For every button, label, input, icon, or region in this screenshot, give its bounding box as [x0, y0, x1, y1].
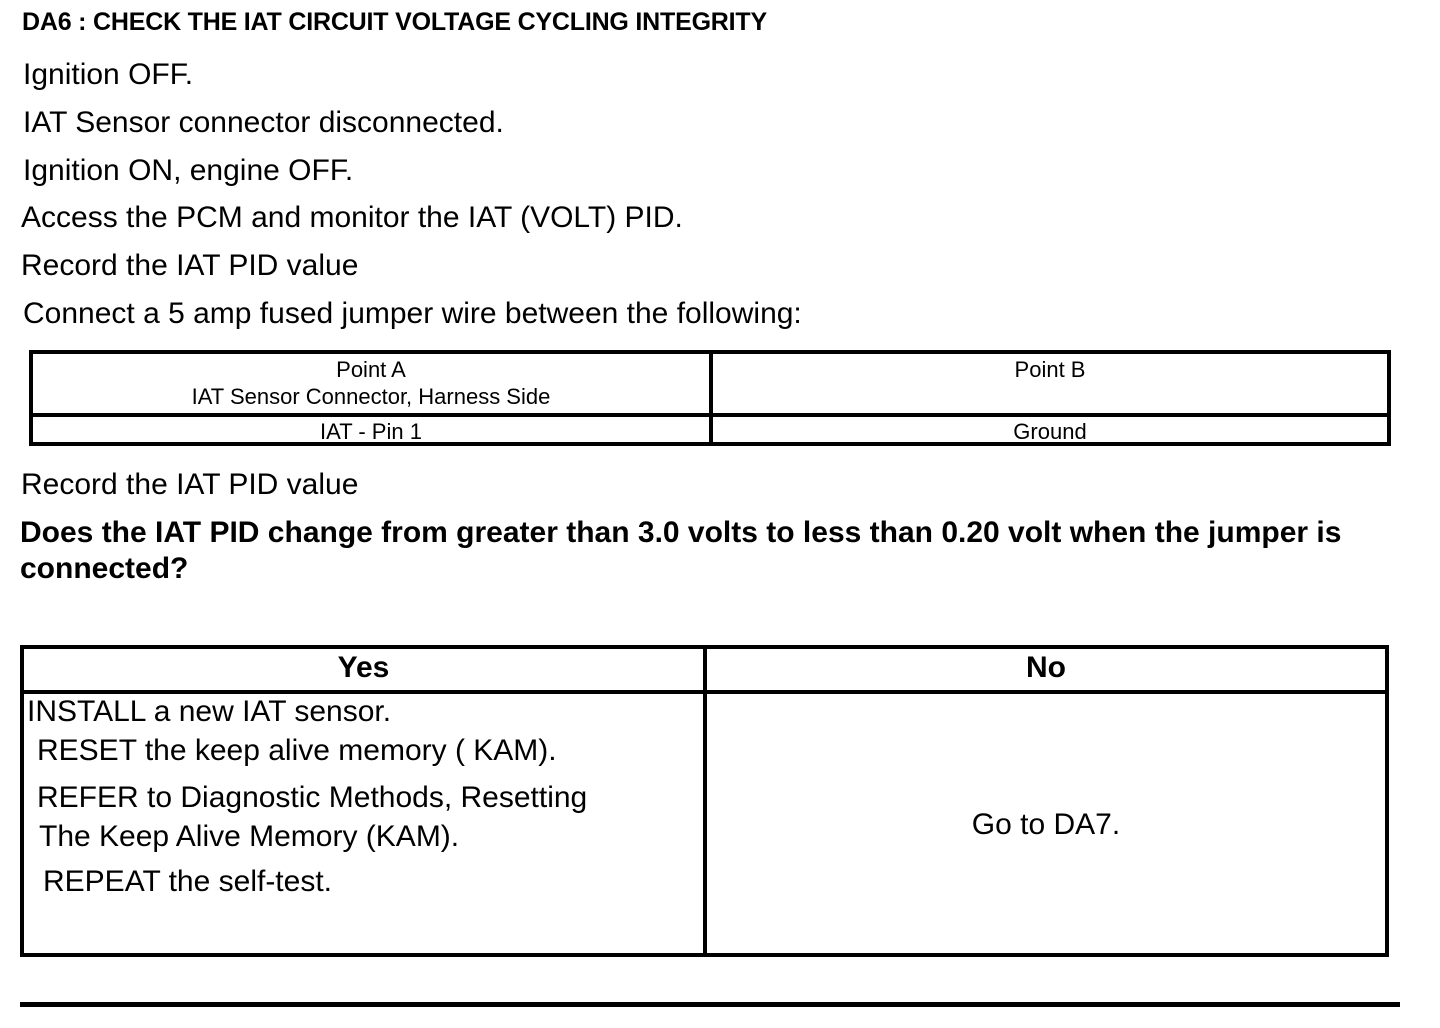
point-a-value: IAT - Pin 1: [320, 419, 422, 444]
question-text: Does the IAT PID change from greater than 3.0 volts to less than 0.20 volt when the jumper is connected?: [20, 516, 1342, 585]
step-ignition-off: Ignition OFF.: [23, 58, 194, 91]
table-divider: [703, 649, 707, 953]
point-b-header: Point B: [1014, 357, 1086, 382]
page-title: DA6 : CHECK THE IAT CIRCUIT VOLTAGE CYCLING INTEGRITY: [22, 8, 767, 36]
point-a-header: [33, 356, 709, 410]
result-table: [20, 645, 1389, 957]
yes-install-line: INSTALL a new IAT sensor.: [27, 695, 392, 728]
bottom-rule: [20, 1002, 1400, 1007]
point-a-location: IAT Sensor Connector, Harness Side: [191, 384, 551, 409]
step-record-pid: Record the IAT PID value: [21, 249, 359, 282]
step-ignition-on: Ignition ON, engine OFF.: [23, 154, 354, 187]
yes-header: Yes: [337, 651, 390, 684]
no-header: No: [1026, 651, 1066, 684]
step-record-pid-again: Record the IAT PID value: [21, 468, 359, 501]
point-b-value: Ground: [1013, 419, 1087, 444]
step-access-pcm: Access the PCM and monitor the IAT (VOLT) PID.: [21, 201, 683, 234]
yes-kam-line: The Keep Alive Memory (KAM).: [39, 820, 460, 853]
jumper-table: [29, 350, 1391, 446]
yes-reset-line: RESET the keep alive memory ( KAM).: [37, 734, 557, 767]
point-a-label: Point A: [336, 357, 406, 382]
yes-repeat-line: REPEAT the self-test.: [43, 865, 332, 898]
yes-refer-line: REFER to Diagnostic Methods, Resetting: [37, 781, 588, 814]
step-disconnect-connector: IAT Sensor connector disconnected.: [23, 106, 504, 139]
step-connect-jumper: Connect a 5 amp fused jumper wire between the following:: [23, 297, 802, 330]
no-goto-text: Go to DA7.: [971, 808, 1121, 841]
